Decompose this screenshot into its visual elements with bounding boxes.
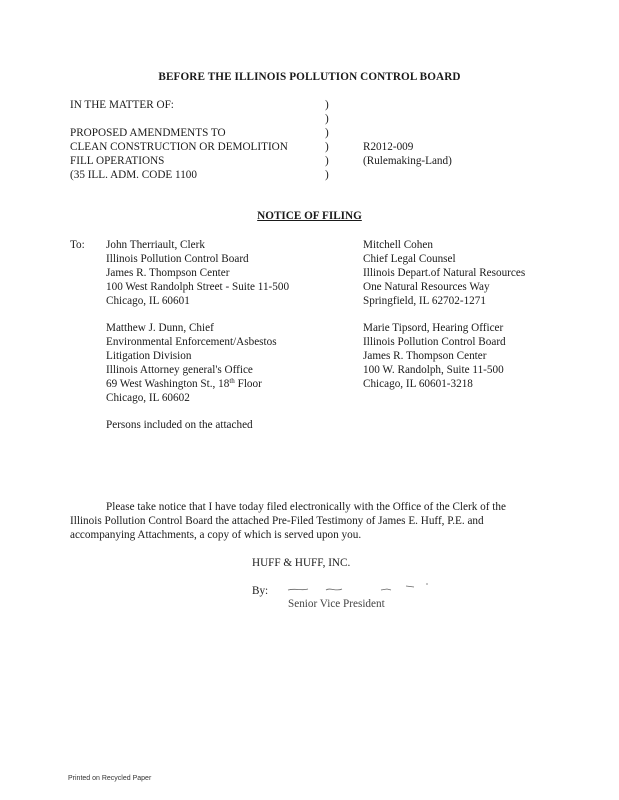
address-line: 100 West Randolph Street - Suite 11-500 <box>106 281 290 293</box>
board-title: BEFORE THE ILLINOIS POLLUTION CONTROL BOARD <box>158 71 461 83</box>
persons-note: Persons included on the attached <box>106 419 253 431</box>
paren: ) <box>325 169 329 181</box>
address-line: Illinois Depart.of Natural Resources <box>363 267 526 279</box>
address-line: Environmental Enforcement/Asbestos <box>106 336 277 348</box>
address-line: Chicago, IL 60602 <box>106 392 190 404</box>
ordinal-sup: th <box>229 377 235 385</box>
recipient-hearing-officer <box>363 321 506 391</box>
caption-right <box>363 140 452 168</box>
address-line <box>106 377 277 391</box>
address-line: Mitchell Cohen <box>363 239 433 251</box>
paragraph-line: Please take notice that I have today filed electronically with the Office of the Clerk of the <box>106 501 506 513</box>
address-line: Illinois Pollution Control Board <box>363 336 506 348</box>
paren: ) <box>325 99 329 111</box>
address-line: 100 W. Randolph, Suite 11-500 <box>363 364 504 376</box>
street-text: 69 West Washington St., 18 <box>106 378 230 390</box>
notice-paragraph <box>70 500 548 542</box>
address-line: James R. Thompson Center <box>106 267 230 279</box>
recipient-attorney-general <box>106 321 277 405</box>
address-line: Chicago, IL 60601-3218 <box>363 378 473 390</box>
address-line: Litigation Division <box>106 350 192 362</box>
address-line: Illinois Pollution Control Board <box>106 253 249 265</box>
address-line: Marie Tipsord, Hearing Officer <box>363 322 504 334</box>
signer-title: Senior Vice President <box>288 598 385 610</box>
caption-line: FILL OPERATIONS <box>70 155 165 167</box>
address-line: Illinois Attorney general's Office <box>106 364 253 376</box>
caption-parens <box>325 98 329 182</box>
address-line: One Natural Resources Way <box>363 281 490 293</box>
signature-mark <box>286 578 436 596</box>
caption-line: PROPOSED AMENDMENTS TO <box>70 127 226 139</box>
address-line: Springfield, IL 62702-1271 <box>363 295 486 307</box>
paragraph-line: accompanying Attachments, a copy of which is served upon you. <box>70 529 362 541</box>
notice-heading: NOTICE OF FILING <box>257 210 362 222</box>
address-line: Matthew J. Dunn, Chief <box>106 322 214 334</box>
address-line: Chicago, IL 60601 <box>106 295 190 307</box>
recipient-clerk <box>106 238 289 308</box>
paren: ) <box>325 113 329 125</box>
caption-line: (35 ILL. ADM. CODE 1100 <box>70 169 197 181</box>
paren: ) <box>325 127 329 139</box>
address-line: Chief Legal Counsel <box>363 253 456 265</box>
caption-line: IN THE MATTER OF: <box>70 99 174 111</box>
address-line: John Therriault, Clerk <box>106 239 205 251</box>
paren: ) <box>325 141 329 153</box>
caption-left <box>70 98 288 182</box>
street-suffix: Floor <box>234 378 262 390</box>
by-label: By: <box>252 585 269 597</box>
recipient-dnr <box>363 238 525 308</box>
recycled-paper-note: Printed on Recycled Paper <box>68 775 152 782</box>
address-line: James R. Thompson Center <box>363 350 487 362</box>
case-number: R2012-009 <box>363 141 414 153</box>
caption-line: CLEAN CONSTRUCTION OR DEMOLITION <box>70 141 288 153</box>
to-label: To: <box>70 239 85 251</box>
caption-line <box>70 112 288 126</box>
company-name: HUFF & HUFF, INC. <box>252 557 351 569</box>
case-type: (Rulemaking-Land) <box>363 155 452 167</box>
paragraph-line: Illinois Pollution Control Board the attached Pre-Filed Testimony of James E. Huff, P.E. and <box>70 515 484 527</box>
paren: ) <box>325 155 329 167</box>
